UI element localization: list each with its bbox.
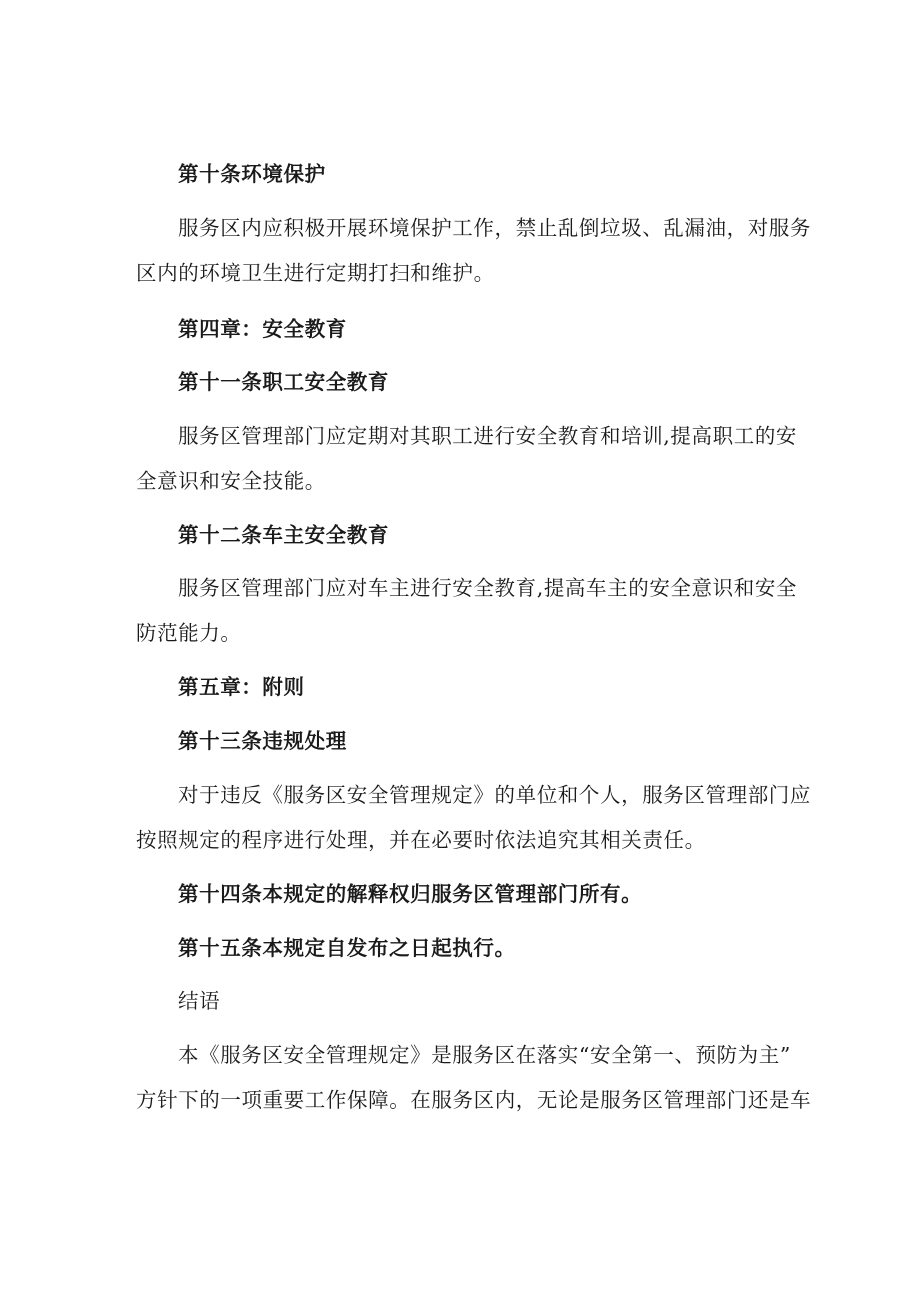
- conclusion-paragraph-line-1: 本《服务区安全管理规定》是服务区在落实“安全第一、预防为主”: [178, 1043, 791, 1067]
- article-13-heading: 第十三条违规处理: [178, 729, 347, 753]
- article-12-heading: 第十二条车主安全教育: [178, 523, 389, 547]
- article-10-heading: 第十条环境保护: [178, 162, 326, 186]
- chapter-4-heading: 第四章：安全教育: [178, 317, 347, 341]
- conclusion-paragraph-line-2: 方针下的一项重要工作保障。在服务区内，无论是服务区管理部门还是车: [136, 1088, 812, 1112]
- chapter-5-heading: 第五章：附则: [178, 675, 305, 699]
- article-10-paragraph-line-2: 区内的环境卫生进行定期打扫和维护。: [136, 261, 495, 285]
- conclusion-heading: 结语: [178, 989, 221, 1013]
- article-11-paragraph-line-1: 服务区管理部门应定期对其职工进行安全教育和培训,提高职工的安: [178, 424, 798, 448]
- article-13-paragraph-line-1: 对于违反《服务区安全管理规定》的单位和个人，服务区管理部门应: [178, 783, 811, 807]
- article-12-paragraph-line-2: 防范能力。: [136, 621, 242, 645]
- article-14-heading: 第十四条本规定的解释权归服务区管理部门所有。: [178, 882, 643, 906]
- article-11-paragraph-line-2: 全意识和安全技能。: [136, 469, 326, 493]
- article-11-heading: 第十一条职工安全教育: [178, 370, 389, 394]
- article-15-heading: 第十五条本规定自发布之日起执行。: [178, 936, 516, 960]
- article-10-paragraph-line-1: 服务区内应积极开展环境保护工作，禁止乱倒垃圾、乱漏油，对服务: [178, 216, 811, 240]
- article-13-paragraph-line-2: 按照规定的程序进行处理，并在必要时依法追究其相关责任。: [136, 828, 706, 852]
- article-12-paragraph-line-1: 服务区管理部门应对车主进行安全教育,提高车主的安全意识和安全: [178, 576, 798, 600]
